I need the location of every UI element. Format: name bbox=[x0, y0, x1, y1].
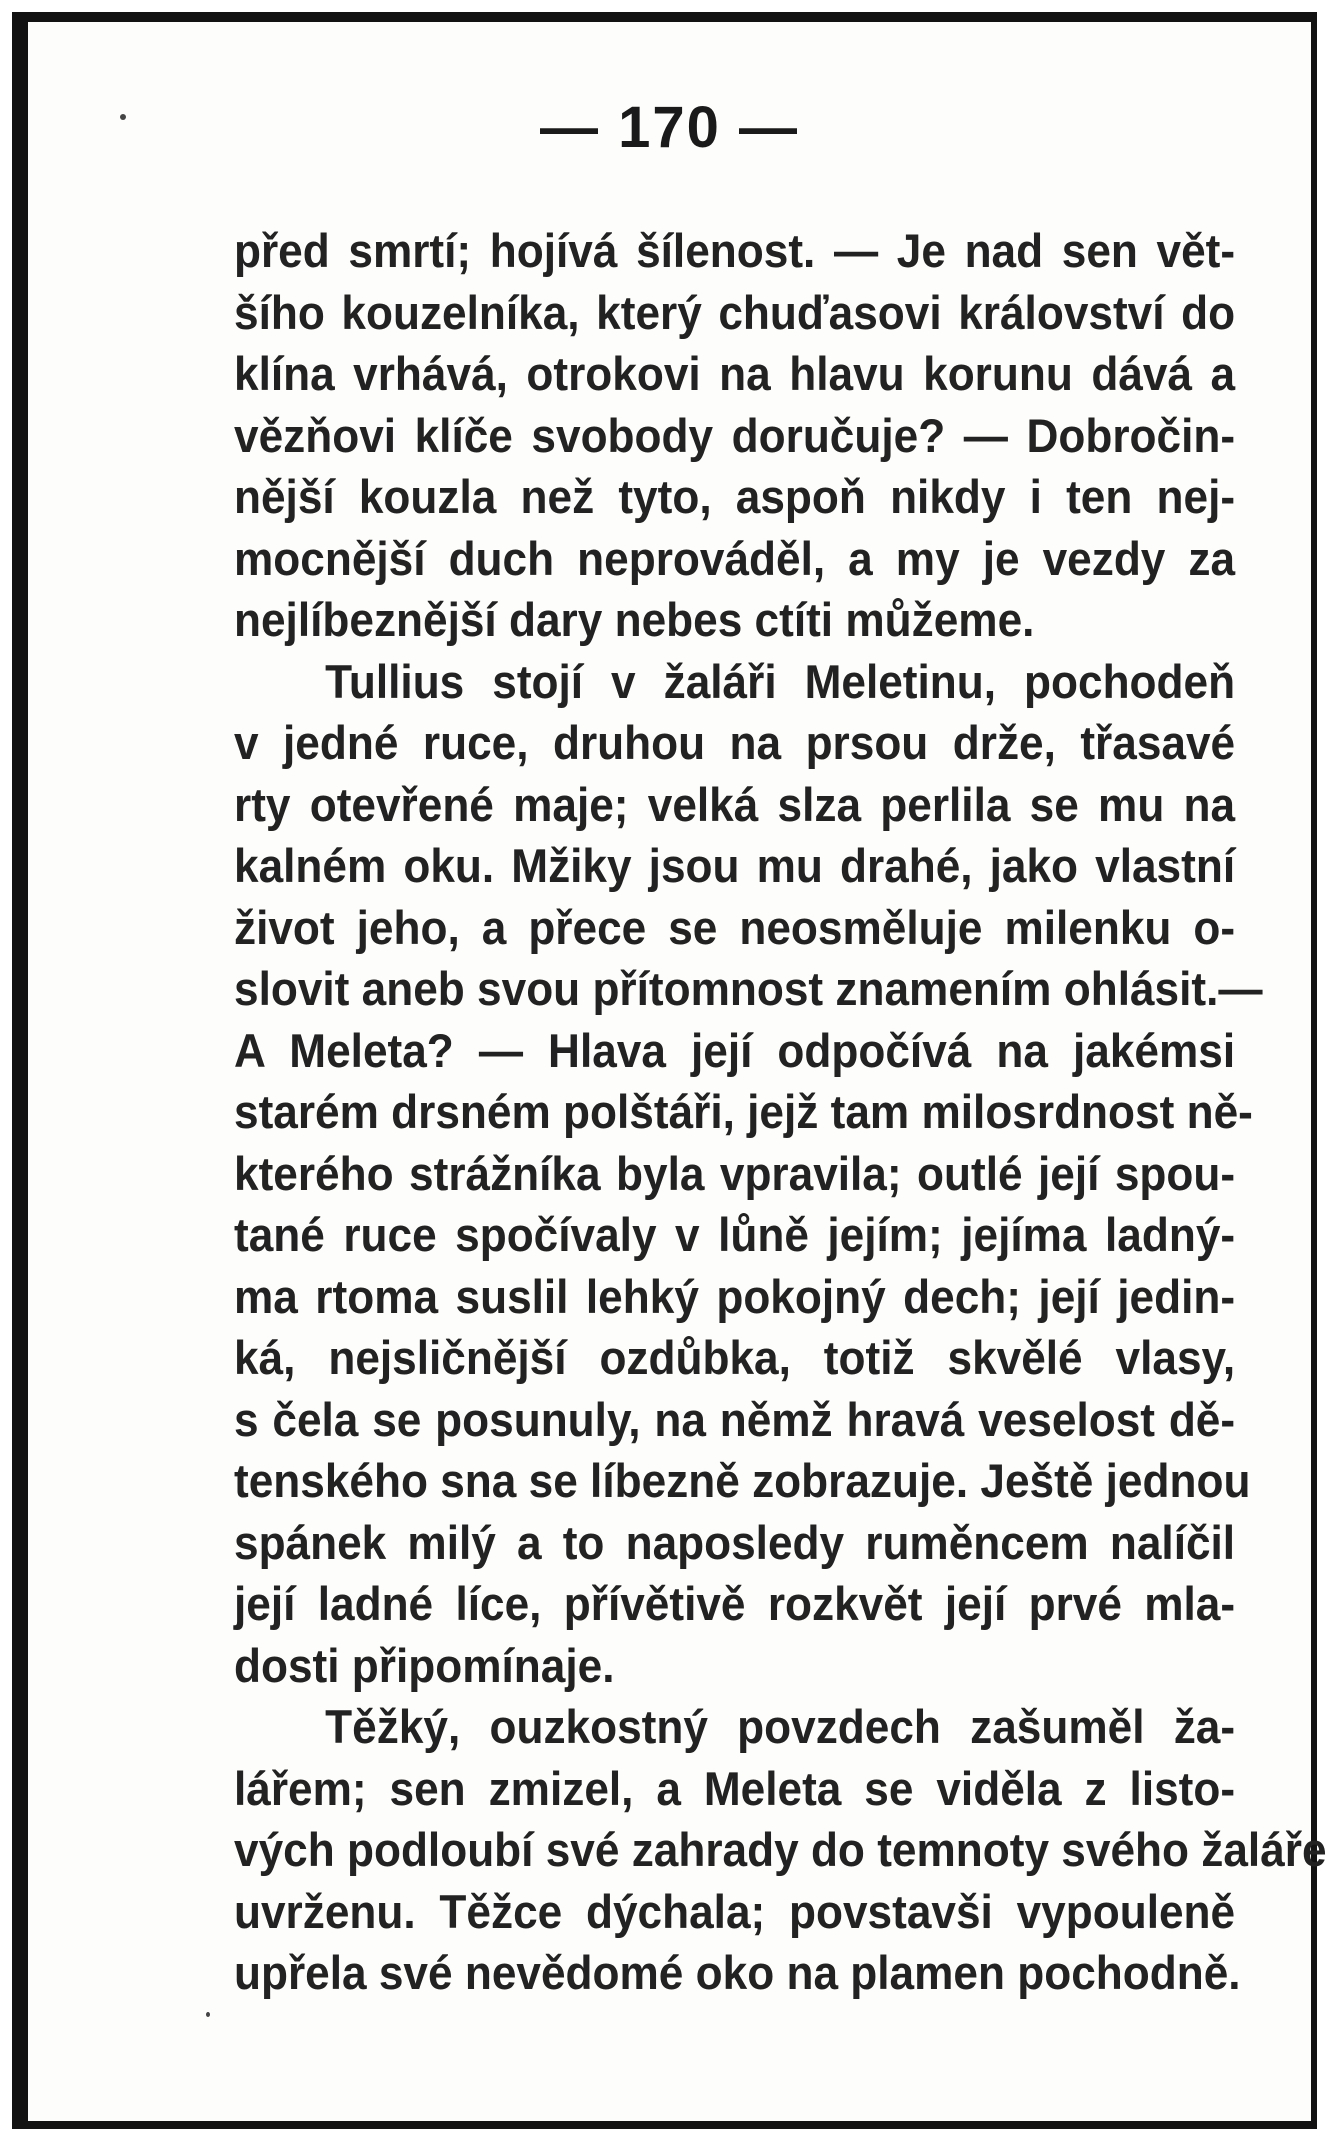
text-line: Tullius stojí v žaláři Meletinu, pochodeň bbox=[325, 654, 1236, 708]
text-line: nejlíbeznější dary nebes ctíti můžeme. bbox=[234, 593, 1035, 646]
text-line: dosti připomínaje. bbox=[234, 1638, 615, 1692]
text-line: upřela své nevědomé oko na plamen pochodně. bbox=[234, 1946, 1241, 1999]
text-line: kalném oku. Mžiky jsou mu drahé, jako vlastní bbox=[234, 839, 1236, 892]
text-line: A Meleta? — Hlava její odpočívá na jakémsi bbox=[234, 1023, 1236, 1077]
text-line: klína vrhává, otrokovi na hlavu korunu dává a bbox=[234, 347, 1236, 400]
text-line: kterého strážníka byla vpravila; outlé její spou- bbox=[234, 1146, 1236, 1200]
text-line: tané ruce spočívaly v lůně jejím; jejíma ladný- bbox=[234, 1208, 1236, 1261]
book-page bbox=[28, 22, 1327, 2121]
text-line: uvrženu. Těžce dýchala; povstavši vypouleně bbox=[234, 1884, 1236, 1938]
page-number: — 170 — bbox=[540, 95, 799, 160]
text-line: Těžký, ouzkostný povzdech zašuměl ža- bbox=[325, 1700, 1236, 1753]
text-line: její ladné líce, přívětivě rozkvět její prvé mla- bbox=[234, 1577, 1236, 1630]
text-line: šího kouzelníka, který chuďasovi království do bbox=[234, 285, 1236, 339]
text-line: před smrtí; hojívá šílenost. — Je nad sen vět- bbox=[234, 224, 1236, 277]
text-line: s čela se posunuly, na němž hravá veselost dě- bbox=[234, 1392, 1236, 1446]
text-line: vých podloubí své zahrady do temnoty svého žaláře bbox=[234, 1823, 1327, 1876]
text-line: vězňovi klíče svobody doručuje? — Dobročin- bbox=[234, 408, 1236, 462]
text-line: život jeho, a přece se neosměluje milenku o- bbox=[234, 900, 1236, 954]
print-speck bbox=[206, 2012, 210, 2017]
text-line: mocnější duch neprováděl, a my je vezdy za bbox=[234, 531, 1236, 585]
text-line: slovit aneb svou přítomnost znamením ohlásit.— bbox=[234, 962, 1263, 1015]
text-line: nější kouzla než tyto, aspoň nikdy i ten nej- bbox=[234, 470, 1236, 523]
text-line: v jedné ruce, druhou na prsou drže, třasavé bbox=[234, 716, 1236, 769]
body-text bbox=[234, 220, 1327, 2004]
text-line: spánek milý a to naposledy ruměncem nalíčil bbox=[234, 1515, 1236, 1569]
text-line: ma rtoma suslil lehký pokojný dech; její jedin- bbox=[234, 1269, 1236, 1323]
text-line: rty otevřené maje; velká slza perlila se mu na bbox=[234, 777, 1236, 831]
text-line: lářem; sen zmizel, a Meleta se viděla z listo- bbox=[234, 1761, 1236, 1815]
print-speck bbox=[120, 114, 126, 120]
text-line: tenského sna se líbezně zobrazuje. Ještě jednou bbox=[234, 1454, 1251, 1507]
text-line: ká, nejsličnější ozdůbka, totiž skvělé vlasy, bbox=[234, 1331, 1236, 1384]
text-line: starém drsném polštáři, jejž tam milosrdnost ně- bbox=[234, 1085, 1253, 1138]
